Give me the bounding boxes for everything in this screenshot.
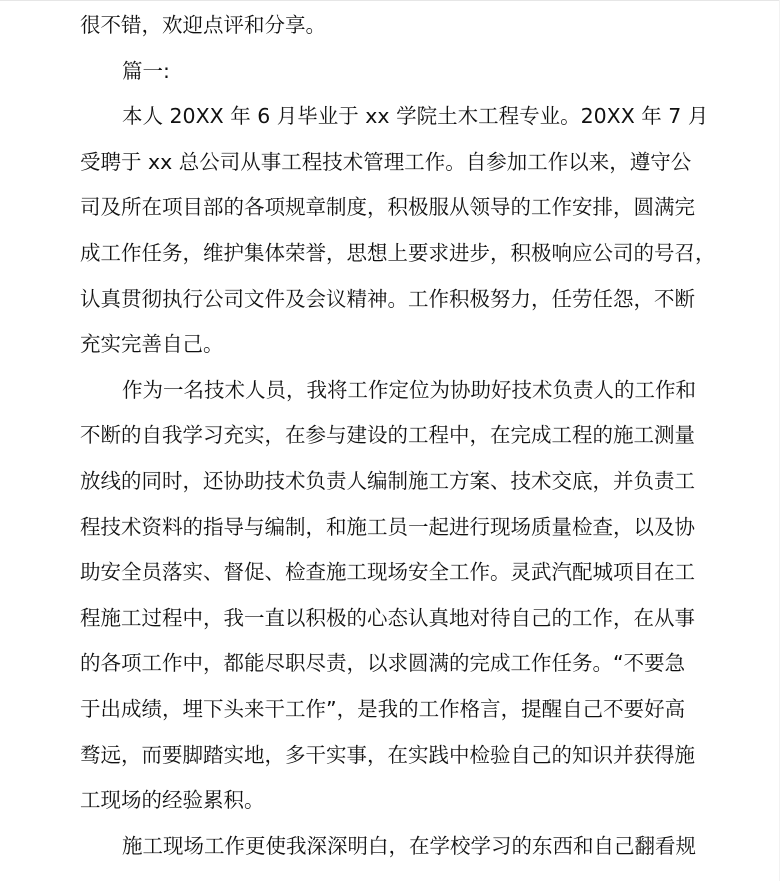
text-line: 成工作任务，维护集体荣誉，思想上要求进步，积极响应公司的号召， [80,240,716,265]
text-line: 于出成绩，埋下头来干工作”，是我的工作格言，提醒自己不要好高 [80,696,686,721]
text-line: 骛远，而要脚踏实地，多干实事，在实践中检验自己的知识并获得施 [80,742,695,767]
text-line: 施工现场工作更使我深深明白，在学校学习的东西和自己翻看规 [122,833,696,858]
text-line: 的各项工作中，都能尽职尽责，以求圆满的完成工作任务。“不要急 [80,651,686,676]
page-top-divider [0,0,780,1]
text-line: 放线的同时，还协助技术负责人编制施工方案、技术交底，并负责工 [80,468,695,493]
text-line: 程施工过程中，我一直以积极的心态认真地对待自己的工作，在从事 [80,605,695,630]
text-line: 充实完善自己。 [80,332,224,357]
section-heading: 篇一: [122,58,170,83]
text-line: 认真贯彻执行公司文件及会议精神。工作积极努力，任劳任怨，不断 [80,286,695,311]
text-line: 程技术资料的指导与编制，和施工员一起进行现场质量检查，以及协 [80,514,695,539]
text-line: 司及所在项目部的各项规章制度，积极服从领导的工作安排，圆满完 [80,195,695,220]
text-line: 作为一名技术人员，我将工作定位为协助好技术负责人的工作和 [122,377,696,402]
text-line: 工现场的经验累积。 [80,788,265,813]
text-line: 不断的自我学习充实，在参与建设的工程中，在完成工程的施工测量 [80,423,695,448]
text-line: 本人 20XX 年 6 月毕业于 xx 学院土木工程专业。20XX 年 7 月 [122,104,709,129]
text-line: 很不错，欢迎点评和分享。 [80,13,326,37]
text-line: 助安全员落实、督促、检查施工现场安全工作。灵武汽配城项目在工 [80,560,695,585]
text-line: 受聘于 xx 总公司从事工程技术管理工作。自参加工作以来，遵守公 [80,149,692,174]
document-body [80,3,716,869]
